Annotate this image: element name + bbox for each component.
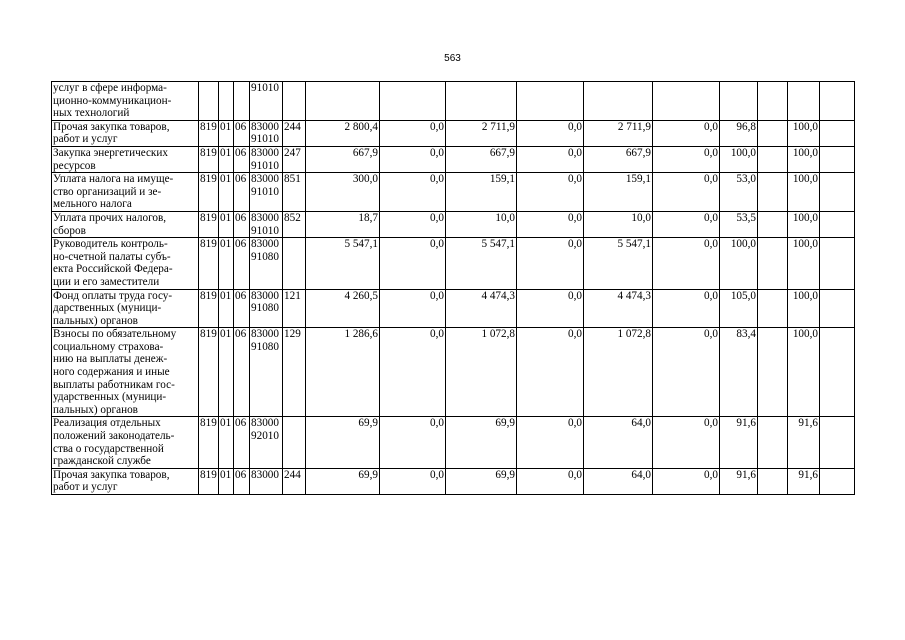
value-cell-9: 100,0	[788, 328, 820, 417]
value-cell-4: 0,0	[517, 146, 584, 172]
value-cell-1: 667,9	[306, 146, 380, 172]
expense-type-cell	[283, 417, 306, 468]
value-cell-4: 0,0	[517, 238, 584, 289]
value-cell-9: 91,6	[788, 417, 820, 468]
ved-code-cell: 819	[199, 468, 219, 494]
section-code-cell: 01	[219, 211, 234, 237]
value-cell-8	[758, 417, 788, 468]
value-cell-8	[758, 289, 788, 328]
value-cell-7: 91,6	[720, 468, 758, 494]
value-cell-3: 69,9	[446, 468, 517, 494]
row-name-cell: Уплата прочих налогов, сборов	[52, 211, 199, 237]
section-code-cell: 01	[219, 468, 234, 494]
ved-code-cell	[199, 82, 219, 121]
value-cell-9: 100,0	[788, 146, 820, 172]
value-cell-2: 0,0	[380, 173, 446, 212]
table-row	[52, 146, 855, 172]
expense-type-cell: 244	[283, 120, 306, 146]
value-cell-5	[584, 82, 653, 121]
value-cell-4: 0,0	[517, 173, 584, 212]
target-article-cell: 83000 91080	[250, 328, 283, 417]
value-cell-4	[517, 82, 584, 121]
target-article-cell: 83000 91080	[250, 289, 283, 328]
value-cell-1	[306, 82, 380, 121]
value-cell-4: 0,0	[517, 328, 584, 417]
table-row	[52, 289, 855, 328]
subsection-code-cell: 06	[234, 238, 250, 289]
value-cell-5: 64,0	[584, 468, 653, 494]
value-cell-6: 0,0	[653, 146, 720, 172]
target-article-cell: 83000	[250, 468, 283, 494]
value-cell-10	[820, 289, 855, 328]
section-code-cell: 01	[219, 328, 234, 417]
value-cell-9: 100,0	[788, 289, 820, 328]
section-code-cell: 01	[219, 417, 234, 468]
value-cell-4: 0,0	[517, 120, 584, 146]
value-cell-7: 83,4	[720, 328, 758, 417]
value-cell-1: 69,9	[306, 417, 380, 468]
section-code-cell: 01	[219, 289, 234, 328]
value-cell-6: 0,0	[653, 211, 720, 237]
section-code-cell: 01	[219, 238, 234, 289]
target-article-cell: 83000 91010	[250, 146, 283, 172]
value-cell-4: 0,0	[517, 468, 584, 494]
table-row	[52, 82, 855, 121]
value-cell-1: 1 286,6	[306, 328, 380, 417]
budget-table	[51, 81, 855, 495]
value-cell-2: 0,0	[380, 468, 446, 494]
subsection-code-cell: 06	[234, 173, 250, 212]
expense-type-cell: 129	[283, 328, 306, 417]
ved-code-cell: 819	[199, 120, 219, 146]
table-row	[52, 211, 855, 237]
table-row	[52, 417, 855, 468]
value-cell-7: 100,0	[720, 238, 758, 289]
value-cell-9: 100,0	[788, 120, 820, 146]
value-cell-5: 4 474,3	[584, 289, 653, 328]
value-cell-10	[820, 173, 855, 212]
target-article-cell: 83000 91010	[250, 173, 283, 212]
value-cell-10	[820, 328, 855, 417]
value-cell-1: 5 547,1	[306, 238, 380, 289]
value-cell-3	[446, 82, 517, 121]
value-cell-3: 5 547,1	[446, 238, 517, 289]
value-cell-4: 0,0	[517, 417, 584, 468]
value-cell-1: 69,9	[306, 468, 380, 494]
value-cell-3: 159,1	[446, 173, 517, 212]
subsection-code-cell: 06	[234, 289, 250, 328]
expense-type-cell	[283, 82, 306, 121]
value-cell-3: 667,9	[446, 146, 517, 172]
value-cell-2: 0,0	[380, 328, 446, 417]
subsection-code-cell: 06	[234, 417, 250, 468]
value-cell-3: 1 072,8	[446, 328, 517, 417]
page-number: 563	[444, 53, 461, 64]
value-cell-2: 0,0	[380, 211, 446, 237]
row-name-cell: Фонд оплаты труда госу- дарственных (муници- пальных) органов	[52, 289, 199, 328]
row-name-cell: Закупка энергетических ресурсов	[52, 146, 199, 172]
value-cell-8	[758, 146, 788, 172]
value-cell-3: 4 474,3	[446, 289, 517, 328]
ved-code-cell: 819	[199, 238, 219, 289]
row-name-cell: Прочая закупка товаров, работ и услуг	[52, 468, 199, 494]
value-cell-5: 2 711,9	[584, 120, 653, 146]
expense-type-cell: 121	[283, 289, 306, 328]
value-cell-5: 667,9	[584, 146, 653, 172]
subsection-code-cell: 06	[234, 211, 250, 237]
target-article-cell: 91010	[250, 82, 283, 121]
section-code-cell: 01	[219, 120, 234, 146]
value-cell-8	[758, 468, 788, 494]
value-cell-10	[820, 120, 855, 146]
row-name-cell: Руководитель контроль- но-счетной палаты субъ- екта Российской Федера- ции и его заместители	[52, 238, 199, 289]
target-article-cell: 83000 92010	[250, 417, 283, 468]
value-cell-6: 0,0	[653, 173, 720, 212]
expense-type-cell: 851	[283, 173, 306, 212]
table-row	[52, 120, 855, 146]
ved-code-cell: 819	[199, 146, 219, 172]
value-cell-6: 0,0	[653, 289, 720, 328]
value-cell-10	[820, 417, 855, 468]
value-cell-10	[820, 238, 855, 289]
subsection-code-cell	[234, 82, 250, 121]
value-cell-9: 100,0	[788, 238, 820, 289]
subsection-code-cell: 06	[234, 120, 250, 146]
row-name-cell: Взносы по обязательному социальному страхова- нию на выплаты денеж- ного содержания и иные выплаты работникам гос- ударственных (муници- пальных) органов	[52, 328, 199, 417]
value-cell-2: 0,0	[380, 120, 446, 146]
table-row	[52, 173, 855, 212]
value-cell-2: 0,0	[380, 146, 446, 172]
value-cell-4: 0,0	[517, 289, 584, 328]
value-cell-7	[720, 82, 758, 121]
target-article-cell: 83000 91080	[250, 238, 283, 289]
ved-code-cell: 819	[199, 328, 219, 417]
value-cell-9	[788, 82, 820, 121]
ved-code-cell: 819	[199, 211, 219, 237]
expense-type-cell	[283, 238, 306, 289]
value-cell-8	[758, 82, 788, 121]
value-cell-5: 5 547,1	[584, 238, 653, 289]
value-cell-9: 100,0	[788, 173, 820, 212]
section-code-cell: 01	[219, 146, 234, 172]
value-cell-5: 159,1	[584, 173, 653, 212]
value-cell-7: 91,6	[720, 417, 758, 468]
value-cell-1: 2 800,4	[306, 120, 380, 146]
value-cell-1: 4 260,5	[306, 289, 380, 328]
value-cell-7: 53,5	[720, 211, 758, 237]
value-cell-5: 10,0	[584, 211, 653, 237]
expense-type-cell: 244	[283, 468, 306, 494]
value-cell-7: 96,8	[720, 120, 758, 146]
value-cell-10	[820, 82, 855, 121]
target-article-cell: 83000 91010	[250, 120, 283, 146]
value-cell-1: 300,0	[306, 173, 380, 212]
table-row	[52, 328, 855, 417]
value-cell-3: 69,9	[446, 417, 517, 468]
value-cell-8	[758, 173, 788, 212]
value-cell-7: 105,0	[720, 289, 758, 328]
row-name-cell: Уплата налога на имуще- ство организаций и зе- мельного налога	[52, 173, 199, 212]
ved-code-cell: 819	[199, 417, 219, 468]
value-cell-6: 0,0	[653, 120, 720, 146]
value-cell-6: 0,0	[653, 468, 720, 494]
value-cell-8	[758, 328, 788, 417]
value-cell-6: 0,0	[653, 328, 720, 417]
value-cell-8	[758, 211, 788, 237]
value-cell-2: 0,0	[380, 417, 446, 468]
value-cell-6	[653, 82, 720, 121]
section-code-cell: 01	[219, 173, 234, 212]
target-article-cell: 83000 91010	[250, 211, 283, 237]
value-cell-9: 100,0	[788, 211, 820, 237]
value-cell-1: 18,7	[306, 211, 380, 237]
ved-code-cell: 819	[199, 173, 219, 212]
value-cell-10	[820, 211, 855, 237]
section-code-cell	[219, 82, 234, 121]
value-cell-6: 0,0	[653, 417, 720, 468]
expense-type-cell: 247	[283, 146, 306, 172]
value-cell-3: 2 711,9	[446, 120, 517, 146]
row-name-cell: Реализация отдельных положений законодатель- ства о государственной гражданской службе	[52, 417, 199, 468]
value-cell-7: 100,0	[720, 146, 758, 172]
value-cell-10	[820, 146, 855, 172]
value-cell-8	[758, 238, 788, 289]
subsection-code-cell: 06	[234, 468, 250, 494]
value-cell-5: 1 072,8	[584, 328, 653, 417]
row-name-cell: услуг в сфере информа- ционно-коммуникацион- ных технологий	[52, 82, 199, 121]
row-name-cell: Прочая закупка товаров, работ и услуг	[52, 120, 199, 146]
value-cell-3: 10,0	[446, 211, 517, 237]
value-cell-7: 53,0	[720, 173, 758, 212]
value-cell-6: 0,0	[653, 238, 720, 289]
value-cell-2: 0,0	[380, 289, 446, 328]
ved-code-cell: 819	[199, 289, 219, 328]
subsection-code-cell: 06	[234, 146, 250, 172]
expense-type-cell: 852	[283, 211, 306, 237]
subsection-code-cell: 06	[234, 328, 250, 417]
table-row	[52, 238, 855, 289]
table-row	[52, 468, 855, 494]
value-cell-4: 0,0	[517, 211, 584, 237]
value-cell-5: 64,0	[584, 417, 653, 468]
value-cell-9: 91,6	[788, 468, 820, 494]
value-cell-10	[820, 468, 855, 494]
value-cell-8	[758, 120, 788, 146]
value-cell-2	[380, 82, 446, 121]
value-cell-2: 0,0	[380, 238, 446, 289]
